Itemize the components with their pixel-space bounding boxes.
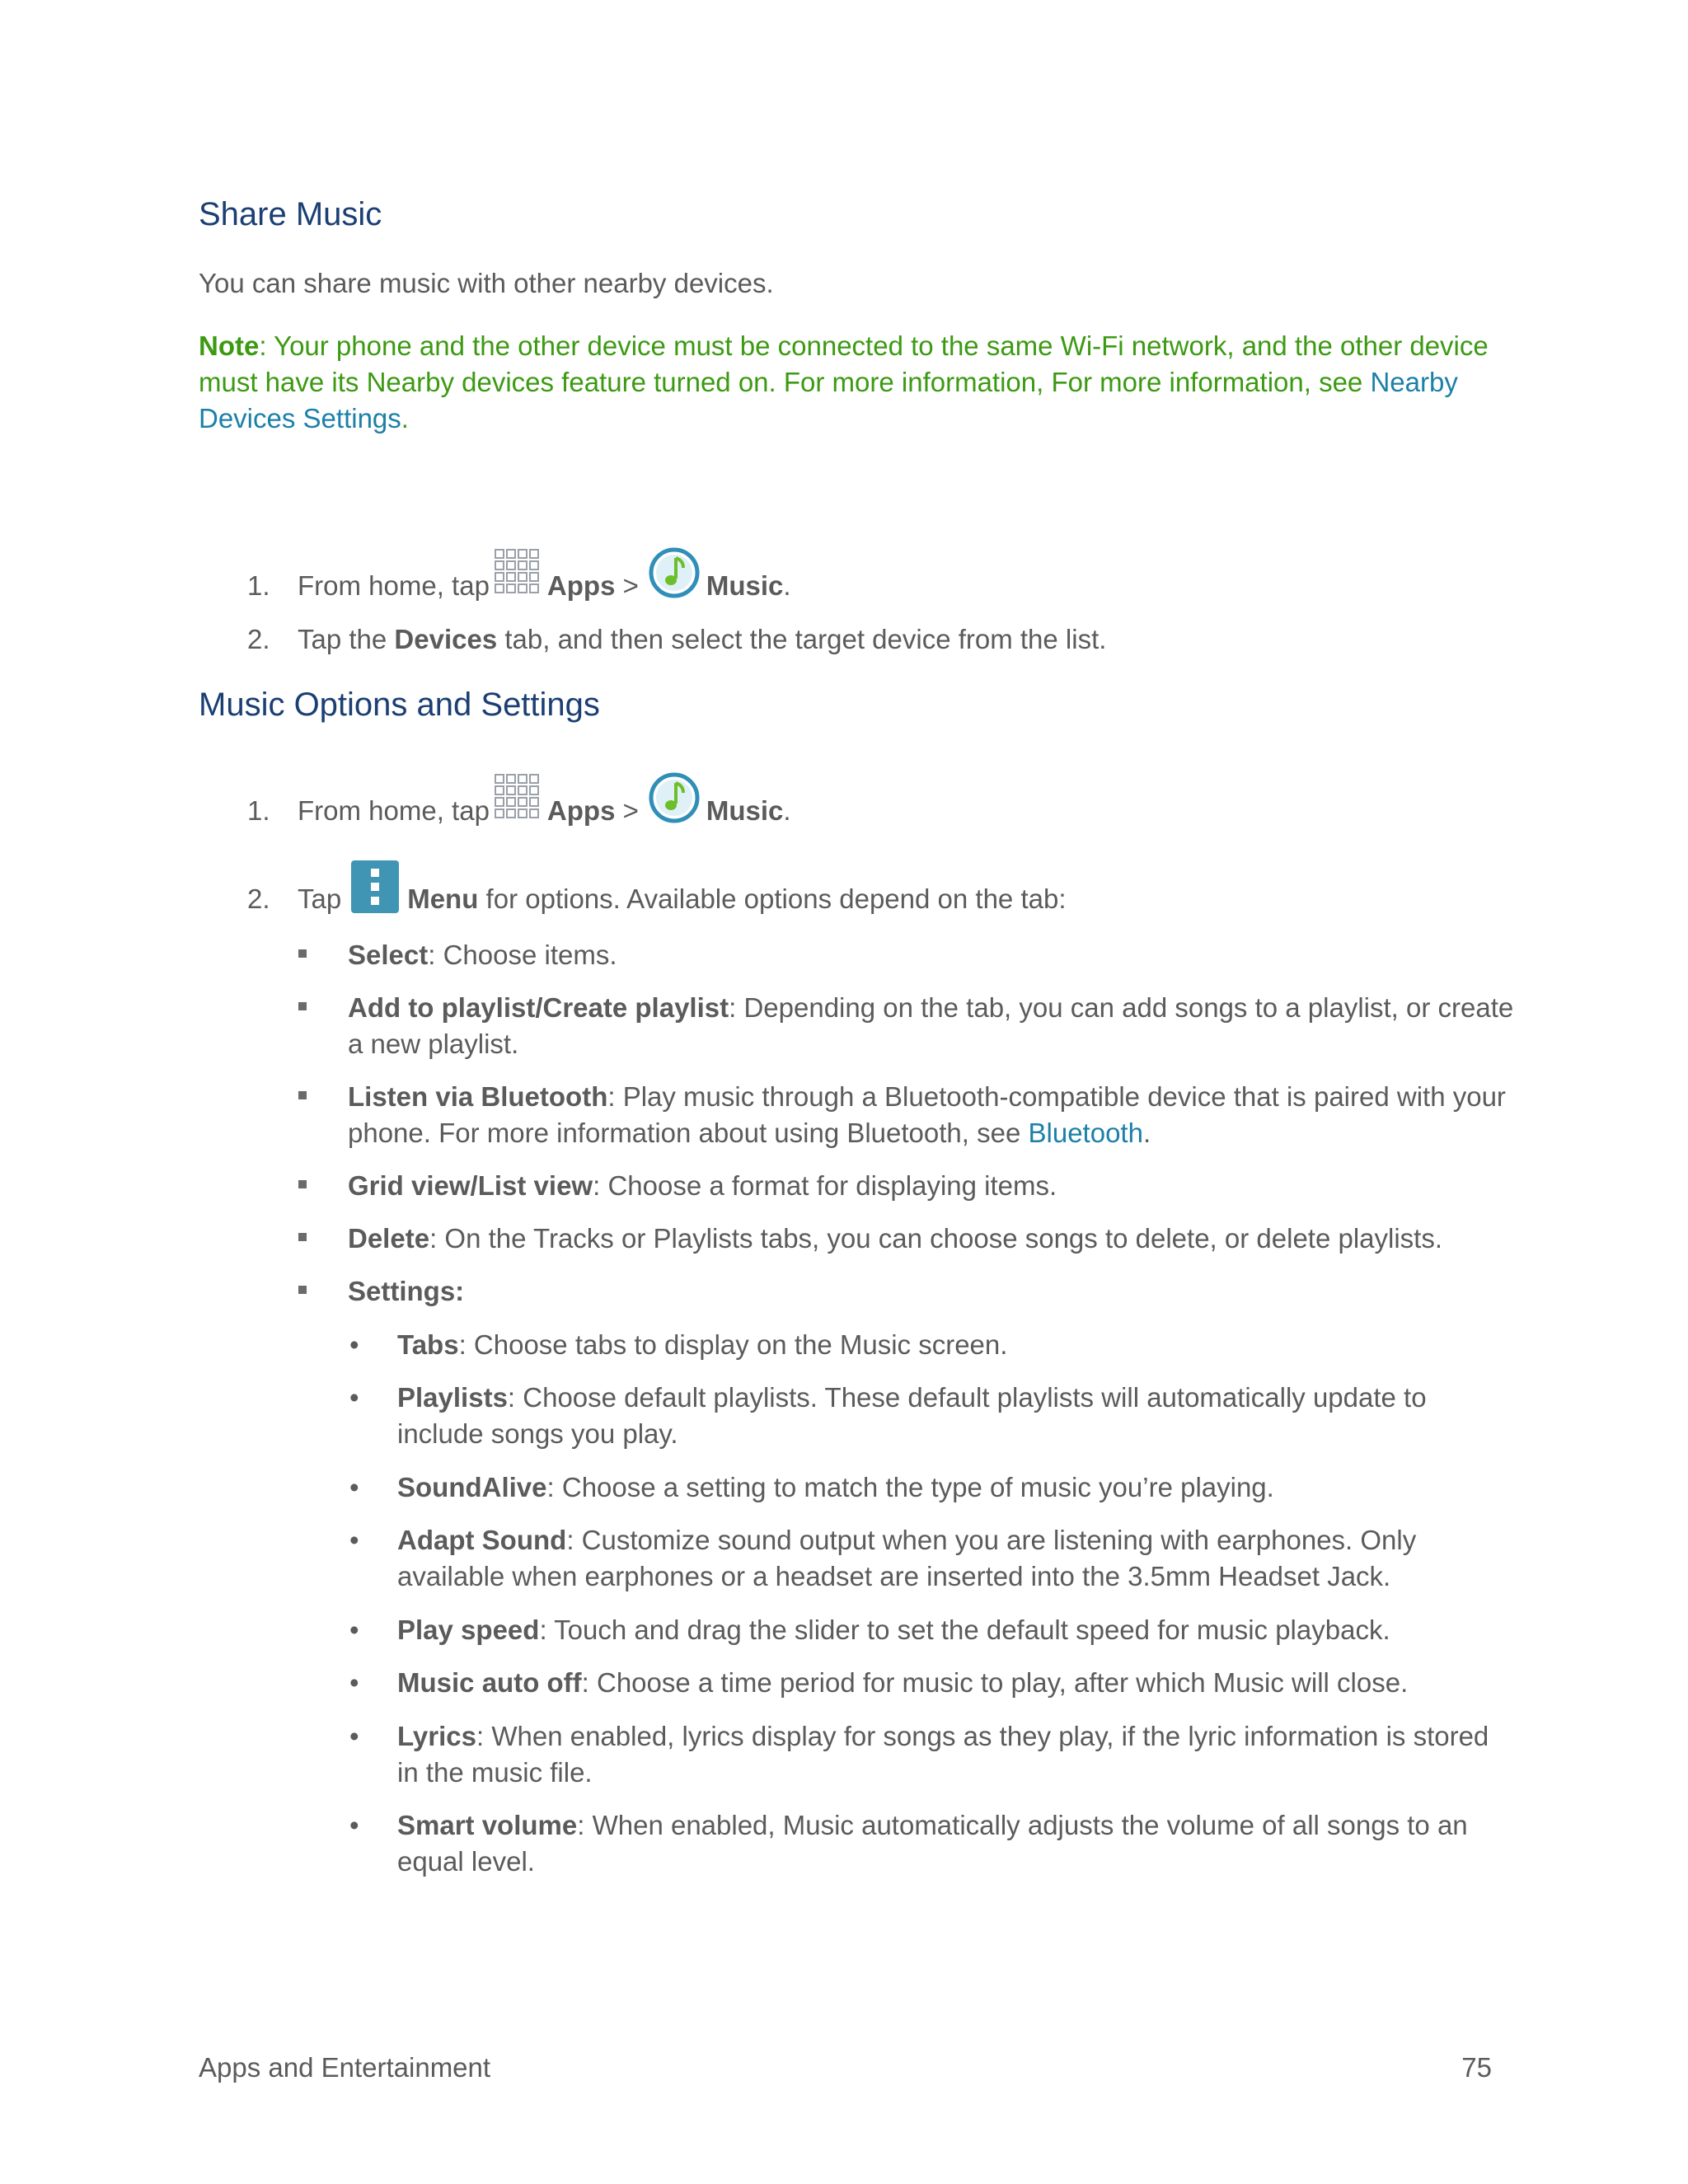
setting-text: : Touch and drag the slider to set the default speed for music playback. bbox=[539, 1615, 1390, 1645]
setting-label: SoundAlive bbox=[397, 1472, 547, 1502]
note-text: : Your phone and the other device must be connected to the same Wi-Fi network, and the other device must have its Nearby devices feature turned on. For more information, For more information, see bbox=[199, 330, 1489, 397]
dot-bullet: • bbox=[349, 1615, 359, 1645]
dot-bullet: • bbox=[349, 1721, 359, 1751]
step-text-post: for options. Available options depend on the tab: bbox=[478, 883, 1067, 914]
option-label: Select bbox=[348, 940, 429, 970]
square-bullet bbox=[298, 949, 307, 958]
share-step-1 bbox=[247, 547, 791, 604]
nearby-devices-settings-link[interactable]: Nearby Devices Settings bbox=[199, 367, 1458, 434]
setting-text: : When enabled, lyrics display for songs as they play, if the lyric information is stored in the music file. bbox=[397, 1721, 1489, 1788]
option-text: : On the Tracks or Playlists tabs, you can choose songs to delete, or delete playlists. bbox=[429, 1223, 1443, 1254]
setting-music-auto-off bbox=[349, 1665, 1503, 1701]
setting-label: Smart volume bbox=[397, 1810, 578, 1840]
note-paragraph bbox=[199, 328, 1501, 437]
setting-play-speed bbox=[349, 1612, 1503, 1648]
note-end: . bbox=[401, 403, 409, 434]
options-step-1 bbox=[247, 772, 791, 829]
setting-label: Playlists bbox=[397, 1382, 508, 1413]
music-label: Music bbox=[706, 570, 784, 601]
setting-label: Tabs bbox=[397, 1329, 459, 1360]
step-end: . bbox=[783, 570, 791, 601]
setting-text: : Choose a time period for music to play, after which Music will close. bbox=[581, 1667, 1409, 1698]
music-label: Music bbox=[706, 795, 784, 826]
apps-grid-icon bbox=[493, 772, 542, 823]
setting-smart-volume bbox=[349, 1807, 1503, 1880]
step-end: . bbox=[783, 795, 791, 826]
option-select bbox=[298, 937, 1518, 973]
setting-text: : Choose tabs to display on the Music screen. bbox=[458, 1329, 1008, 1360]
square-bullet bbox=[298, 1091, 307, 1099]
music-note-icon bbox=[649, 547, 700, 598]
setting-text: : Customize sound output when you are listening with earphones. Only available when earphones or a headset are inserted into the 3.5mm Headset Jack. bbox=[397, 1525, 1417, 1591]
section-title-share-music: Share Music bbox=[199, 196, 382, 232]
step-separator: > bbox=[622, 795, 639, 826]
square-bullet bbox=[298, 1286, 307, 1294]
square-bullet bbox=[298, 1233, 307, 1241]
setting-soundalive bbox=[349, 1469, 1503, 1506]
step-number: 2. bbox=[247, 883, 270, 914]
setting-text: : Choose default playlists. These default playlists will automatically update to include songs you play. bbox=[397, 1382, 1427, 1449]
bluetooth-link[interactable]: Bluetooth bbox=[1028, 1118, 1143, 1148]
dot-bullet: • bbox=[349, 1329, 359, 1360]
options-step-2 bbox=[247, 860, 1066, 917]
devices-label: Devices bbox=[394, 624, 498, 654]
dot-bullet: • bbox=[349, 1472, 359, 1502]
option-grid-list-view bbox=[298, 1168, 1518, 1204]
setting-label: Lyrics bbox=[397, 1721, 477, 1751]
step-text: Tap bbox=[298, 883, 342, 914]
menu-dots-icon bbox=[351, 860, 399, 913]
setting-adapt-sound bbox=[349, 1522, 1503, 1595]
option-end: . bbox=[1142, 1118, 1151, 1148]
option-text: : Play music through a Bluetooth-compatible device that is paired with your phone. For more information about using Bluetooth, see bbox=[348, 1081, 1506, 1148]
setting-text: : Choose a setting to match the type of music you’re playing. bbox=[546, 1472, 1274, 1502]
option-label: Delete bbox=[348, 1223, 430, 1254]
apps-label: Apps bbox=[546, 795, 616, 826]
setting-text: : When enabled, Music automatically adjusts the volume of all songs to an equal level. bbox=[397, 1810, 1468, 1877]
apps-label: Apps bbox=[546, 570, 616, 601]
footer-page-number: 75 bbox=[1461, 2052, 1492, 2083]
setting-tabs bbox=[349, 1327, 1503, 1363]
section-title-music-options: Music Options and Settings bbox=[199, 687, 600, 723]
note-label: Note bbox=[199, 330, 260, 361]
option-delete bbox=[298, 1221, 1518, 1257]
option-settings bbox=[298, 1273, 1518, 1310]
option-label: Listen via Bluetooth bbox=[348, 1081, 608, 1112]
option-text: : Choose a format for displaying items. bbox=[593, 1170, 1057, 1201]
dot-bullet: • bbox=[349, 1525, 359, 1555]
option-label: Grid view/List view bbox=[348, 1170, 593, 1201]
dot-bullet: • bbox=[349, 1667, 359, 1698]
share-step-2 bbox=[247, 621, 1106, 658]
setting-lyrics bbox=[349, 1718, 1503, 1791]
step-separator: > bbox=[622, 570, 639, 601]
footer-chapter: Apps and Entertainment bbox=[199, 2052, 491, 2083]
option-add-to-playlist bbox=[298, 990, 1518, 1062]
apps-grid-icon bbox=[493, 547, 542, 598]
dot-bullet: • bbox=[349, 1810, 359, 1840]
step-number: 2. bbox=[247, 624, 270, 654]
setting-label: Music auto off bbox=[397, 1667, 582, 1698]
step-number: 1. bbox=[247, 795, 270, 826]
option-text: : Choose items. bbox=[428, 940, 617, 970]
square-bullet bbox=[298, 1180, 307, 1188]
step-text: From home, tap bbox=[298, 795, 490, 826]
setting-playlists bbox=[349, 1380, 1503, 1452]
setting-label: Adapt Sound bbox=[397, 1525, 567, 1555]
option-listen-via-bluetooth bbox=[298, 1079, 1518, 1151]
step-text-post: tab, and then select the target device from the list. bbox=[497, 624, 1107, 654]
setting-label: Play speed bbox=[397, 1615, 540, 1645]
option-label: Settings: bbox=[348, 1276, 465, 1306]
square-bullet bbox=[298, 1002, 307, 1010]
step-text: From home, tap bbox=[298, 570, 490, 601]
dot-bullet: • bbox=[349, 1382, 359, 1413]
music-note-icon bbox=[649, 772, 700, 823]
step-text: Tap the bbox=[298, 624, 395, 654]
option-text: : Depending on the tab, you can add songs to a playlist, or create a new playlist. bbox=[348, 992, 1514, 1059]
step-number: 1. bbox=[247, 570, 270, 601]
menu-label: Menu bbox=[407, 883, 479, 914]
share-music-intro: You can share music with other nearby devices. bbox=[199, 268, 774, 298]
option-label: Add to playlist/Create playlist bbox=[348, 992, 729, 1023]
